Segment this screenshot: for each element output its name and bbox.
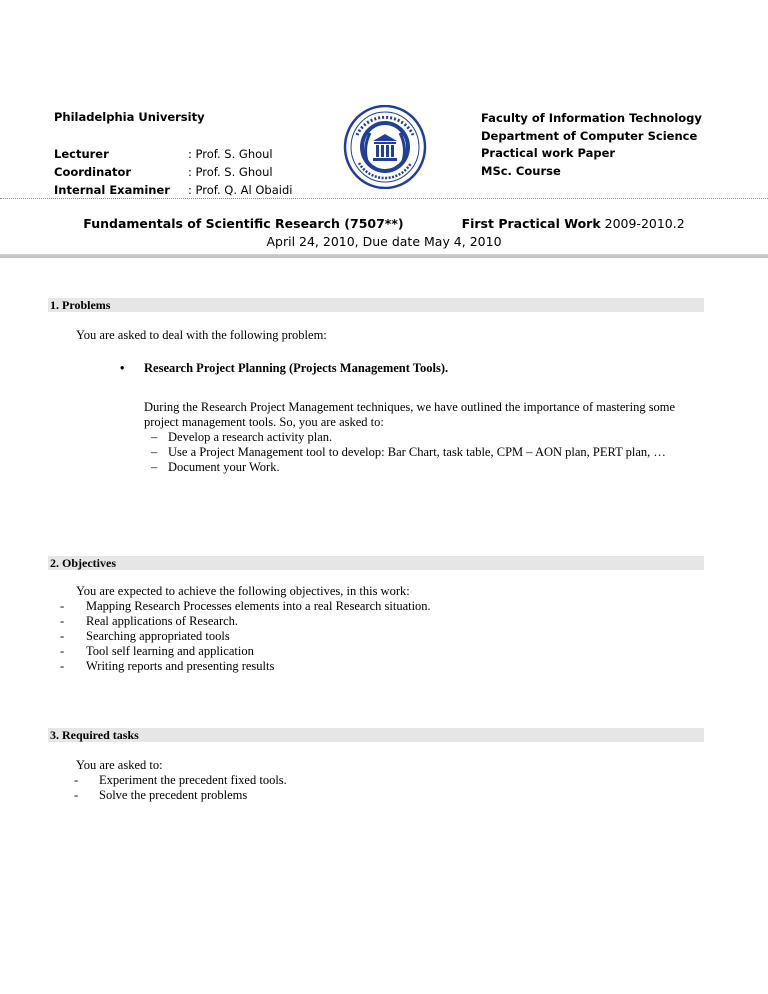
problems-intro: You are asked to deal with the following problem: bbox=[76, 328, 327, 342]
department-block bbox=[481, 110, 702, 180]
work-title: First Practical Work bbox=[461, 216, 601, 231]
title-separator bbox=[0, 254, 768, 258]
staff-role: Lecturer bbox=[54, 147, 109, 161]
university-seal-logo bbox=[343, 105, 427, 189]
term: 2009-2010.2 bbox=[604, 216, 685, 231]
section-heading-objectives: 2. Objectives bbox=[48, 556, 704, 570]
dash-icon: - bbox=[60, 614, 65, 628]
university-name: Philadelphia University bbox=[54, 110, 205, 124]
dash-icon: - bbox=[60, 659, 65, 673]
tasks-list bbox=[74, 773, 694, 803]
dash-icon: – bbox=[151, 460, 158, 474]
course-title-line bbox=[0, 216, 768, 231]
list-item: – Develop a research activity plan. bbox=[151, 430, 333, 444]
tasks-intro: You are asked to: bbox=[76, 758, 163, 772]
dash-icon: - bbox=[74, 773, 79, 787]
section-heading-problems: 1. Problems bbox=[48, 298, 704, 312]
staff-name: : Prof. S. Ghoul bbox=[188, 147, 273, 161]
dash-icon: – bbox=[151, 445, 158, 459]
problems-task-list bbox=[151, 430, 708, 475]
dash-icon: – bbox=[151, 430, 158, 444]
dash-icon: - bbox=[60, 629, 65, 643]
staff-name: : Prof. S. Ghoul bbox=[188, 165, 273, 179]
list-item: - Solve the precedent problems bbox=[74, 788, 248, 802]
objectives-intro: You are expected to achieve the following objectives, in this work: bbox=[76, 584, 410, 598]
list-item: - Writing reports and presenting results bbox=[60, 659, 275, 673]
faculty-name: Faculty of Information Technology bbox=[481, 111, 702, 125]
list-item: - Tool self learning and application bbox=[60, 644, 254, 658]
staff-row-coordinator bbox=[54, 163, 292, 181]
bullet-icon: • bbox=[120, 361, 125, 375]
dash-icon: - bbox=[60, 599, 65, 613]
dash-icon: - bbox=[60, 644, 65, 658]
list-item: - Real applications of Research. bbox=[60, 614, 239, 628]
dash-icon: - bbox=[74, 788, 79, 802]
staff-name: : Prof. Q. Al Obaidi bbox=[188, 183, 293, 197]
staff-role: Internal Examiner bbox=[54, 183, 170, 197]
list-item: - Experiment the precedent fixed tools. bbox=[74, 773, 287, 787]
staff-role: Coordinator bbox=[54, 165, 132, 179]
list-item: - Searching appropriated tools bbox=[60, 629, 230, 643]
section-heading-required-tasks: 3. Required tasks bbox=[48, 728, 704, 742]
course-level: MSc. Course bbox=[481, 163, 561, 178]
department-name: Department of Computer Science bbox=[481, 128, 698, 143]
staff-row-internal-examiner bbox=[54, 181, 292, 199]
staff-list bbox=[54, 145, 292, 199]
objectives-list bbox=[60, 599, 700, 674]
course-title: Fundamentals of Scientific Research (7507**) bbox=[83, 216, 404, 231]
header-divider bbox=[0, 198, 768, 199]
paper-type: Practical work Paper bbox=[481, 146, 616, 160]
staff-row-lecturer bbox=[54, 145, 292, 163]
list-item: – Use a Project Management tool to develop: Bar Chart, task table, CPM – AON plan, PERT plan, … bbox=[151, 445, 666, 459]
list-item: - Mapping Research Processes elements into a real Research situation. bbox=[60, 599, 431, 613]
problem-title: Research Project Planning (Projects Management Tools). bbox=[144, 361, 449, 375]
date-line: April 24, 2010, Due date May 4, 2010 bbox=[266, 234, 502, 249]
list-item: – Document your Work. bbox=[151, 460, 280, 474]
problems-description: During the Research Project Management techniques, we have outlined the importance of mastering some project management tools. So, you are asked to: bbox=[144, 400, 676, 429]
